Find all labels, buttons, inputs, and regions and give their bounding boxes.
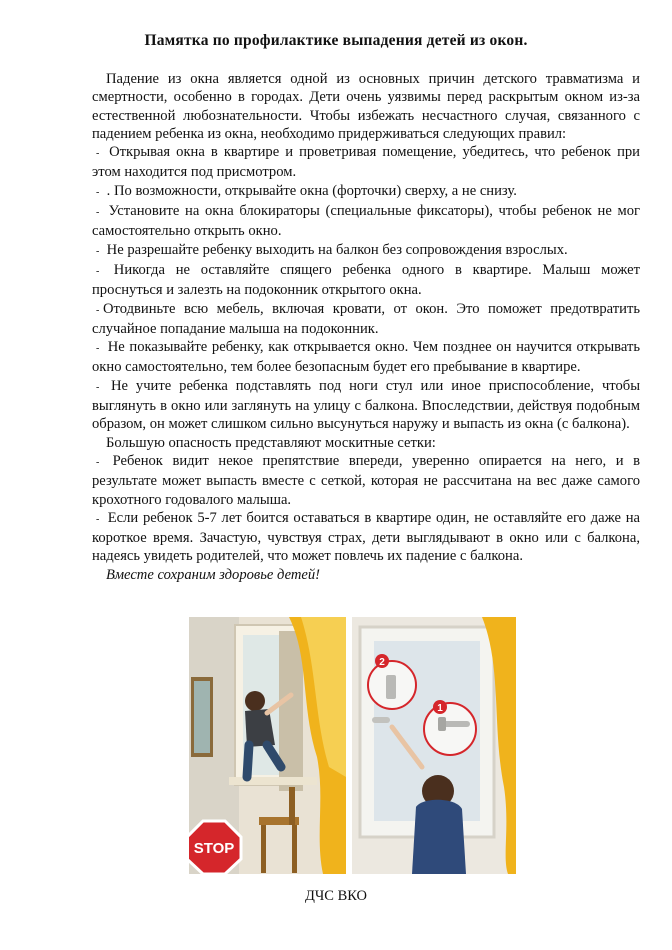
marker-2: 2 [379,657,385,668]
document-body [92,70,640,584]
intro-paragraph: Падение из окна является одной из основных причин детского травматизма и смертности, особенно в городах. Дети очень уязвимы перед раскрытым окном из-за естественной любознательности. Чтобы избежать несчастного случая, связанного с падением ребенка из окна, необходимо придерживаться следующих правил: [92,71,640,142]
rule-item: - Не показывайте ребенку, как открывается окно. Чем позднее он научится открывать окно самостоятельно, тем более безопасным будет его пребывание в квартире. [92,339,640,376]
rule-item: - Не разрешайте ребенку выходить на балкон без сопровождения взрослых. [96,241,568,258]
motto: Вместе сохраним здоровье детей! [106,566,321,583]
document-title: Памятка по профилактике выпадения детей из окон. [144,32,528,49]
photo-window-lock [352,617,516,874]
rule-item: - Отодвиньте всю мебель, включая кровати, от окон. Это поможет предотвратить случайное попадание малыша на подоконник. [92,300,640,337]
rule-item: - Никогда не оставляйте спящего ребенка одного в квартире. Малыш может проснуться и залезть на подоконник открытого окна. [92,261,640,299]
rule-item: - Установите на окна блокираторы (специальные фиксаторы), чтобы ребенок не мог самостоятельно открыть окно. [92,203,640,240]
marker-1: 1 [437,703,443,714]
footer-organization: ДЧС ВКО [304,888,368,904]
rule-item: - Открывая окна в квартире и проветривая помещение, убедитесь, что ребенок при этом находится под присмотром. [92,144,640,181]
mesh-rule-item: - Если ребенок 5-7 лет боится оставаться в квартире один, не оставляйте его даже на короткое время. Зачастую, чувствуя страх, дети выглядывают в окно или с балкона, надеясь увидеть родителей, что может повлечь их падение с балкона. [92,509,640,565]
rule-item: - . По возможности, открывайте окна (форточки) сверху, а не снизу. [96,182,517,199]
illustrations [189,617,516,874]
mesh-rule-item: - Ребенок видит некое препятствие впереди, уверенно опирается на него, и в результате может выпасть вместе с сеткой, которая не рассчитана на вес даже самого крохотного годовалого малыша. [92,452,641,508]
mesh-intro: Большую опасность представляют москитные сетки: [106,434,436,451]
stop-sign-text: STOP [193,840,235,857]
rule-item: - Не учите ребенка подставлять под ноги стул или иное приспособление, чтобы выглянуть в окно или заглянуть на улицу с балкона. Впоследствии, действуя подобным образом, он может слишком сильно высунуться наружу и выпасть из окна (с балкона). [92,377,641,433]
photo-child-climbing-window [189,617,346,874]
